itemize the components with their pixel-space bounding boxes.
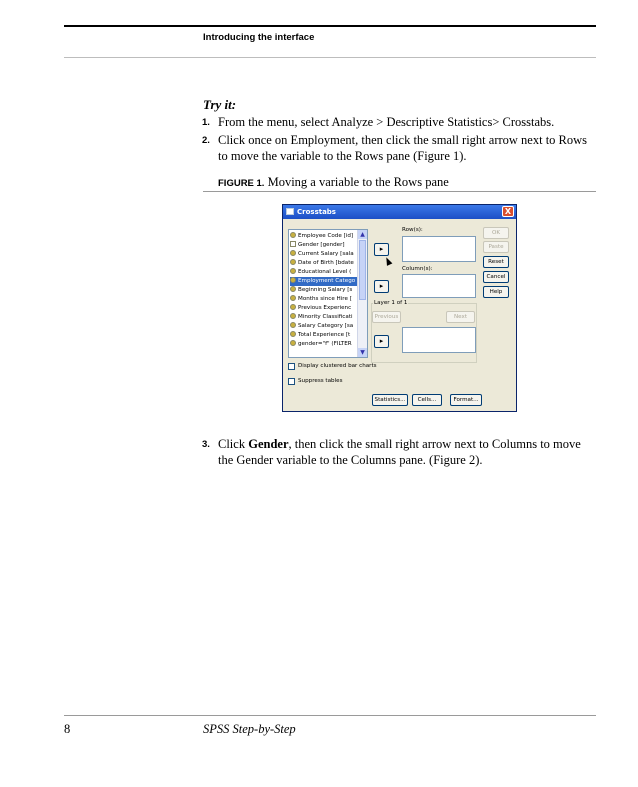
step-text: From the menu, select Analyze > Descriptive Statistics> Crosstabs. (218, 115, 555, 129)
suppress-tables-checkbox[interactable] (288, 378, 295, 385)
ok-button[interactable]: OK (483, 227, 509, 239)
step-text: Click once on Employment, then click the small right arrow next to Rows to move the variable to the Rows pane (Figure 1). (218, 133, 588, 163)
caption-rule (203, 191, 596, 192)
statistics-button[interactable]: Statistics... (372, 394, 408, 406)
dialog-title: Crosstabs (297, 208, 336, 216)
list-item[interactable]: gender="f" (FILTER (290, 340, 358, 349)
step-text-pre: Click (218, 437, 249, 451)
running-header: Introducing the interface (203, 32, 315, 43)
layer-pane[interactable] (402, 327, 476, 353)
page-number: 8 (64, 722, 71, 736)
suppress-tables-label: Suppress tables (298, 378, 343, 384)
list-item[interactable]: Date of Birth [bdate (290, 259, 358, 268)
close-button[interactable]: X (502, 206, 514, 217)
columns-pane[interactable] (402, 274, 476, 298)
move-to-columns-button[interactable]: ▸ (374, 280, 389, 293)
scale-variable-icon (290, 259, 296, 265)
format-button[interactable]: Format... (450, 394, 482, 406)
step-number: 1. (202, 117, 210, 128)
try-it-heading: Try it: (203, 97, 237, 112)
figure-caption-text: Moving a variable to the Rows pane (267, 175, 449, 189)
list-item[interactable]: Gender [gender] (290, 241, 358, 250)
window-icon (286, 208, 294, 215)
nominal-variable-icon (290, 241, 296, 247)
mouse-cursor-icon (384, 256, 393, 266)
scroll-up-icon[interactable]: ▲ (358, 230, 367, 239)
scale-variable-icon (290, 304, 296, 310)
list-scrollbar[interactable] (357, 230, 367, 357)
rows-label: Row(s): (402, 227, 423, 233)
scroll-thumb[interactable] (359, 240, 366, 300)
step-number: 3. (202, 439, 210, 450)
header-divider (64, 57, 596, 58)
scale-variable-icon (290, 286, 296, 292)
book-title: SPSS Step-by-Step (203, 722, 296, 736)
variable-list[interactable] (288, 229, 368, 358)
list-item[interactable]: Minority Classificati (290, 313, 358, 322)
list-item[interactable]: Beginning Salary [s (290, 286, 358, 295)
scale-variable-icon (290, 295, 296, 301)
scale-variable-icon (290, 331, 296, 337)
move-to-rows-button[interactable]: ▸ (374, 243, 389, 256)
top-rule (64, 25, 596, 27)
cancel-button[interactable]: Cancel (483, 271, 509, 283)
paste-button[interactable]: Paste (483, 241, 509, 253)
rows-pane[interactable] (402, 236, 476, 262)
scale-variable-icon (290, 322, 296, 328)
scale-variable-icon (290, 340, 296, 346)
scale-variable-icon (290, 250, 296, 256)
step-number: 2. (202, 135, 210, 146)
scroll-down-icon[interactable]: ▼ (358, 348, 367, 357)
footer-rule (64, 715, 596, 716)
move-to-layer-button[interactable]: ▸ (374, 335, 389, 348)
list-item[interactable]: Previous Experienc (290, 304, 358, 313)
previous-button[interactable]: Previous (372, 311, 401, 323)
list-item[interactable]: Employee Code [id] (290, 232, 358, 241)
list-item[interactable]: Months since Hire [ (290, 295, 358, 304)
columns-label: Column(s): (402, 266, 433, 272)
list-item[interactable]: Total Experience [t (290, 331, 358, 340)
clustered-bar-checkbox[interactable] (288, 363, 295, 370)
next-button[interactable]: Next (446, 311, 475, 323)
clustered-bar-label: Display clustered bar charts (298, 363, 377, 369)
crosstabs-dialog (282, 204, 517, 412)
scale-variable-icon (290, 268, 296, 274)
help-button[interactable]: Help (483, 286, 509, 298)
cells-button[interactable]: Cells... (412, 394, 442, 406)
layer-label: Layer 1 of 1 (374, 300, 408, 306)
step-3 (202, 436, 588, 468)
step-text-post: , then click the small right arrow next to Columns to move the Gender variable to the Columns pane. (Figure 2). (218, 437, 581, 467)
list-item-selected[interactable]: Employment Catego (290, 277, 358, 286)
scale-variable-icon (290, 277, 296, 283)
scale-variable-icon (290, 232, 296, 238)
step-text-bold: Gender (248, 437, 289, 451)
step-2 (202, 132, 588, 164)
scale-variable-icon (290, 313, 296, 319)
reset-button[interactable]: Reset (483, 256, 509, 268)
list-item[interactable]: Salary Category [sa (290, 322, 358, 331)
dialog-titlebar (283, 205, 516, 219)
list-item[interactable]: Current Salary [sala (290, 250, 358, 259)
figure-label: FIGURE 1. (218, 178, 265, 189)
list-item[interactable]: Educational Level ( (290, 268, 358, 277)
figure-caption (218, 175, 449, 190)
step-1 (202, 114, 588, 130)
